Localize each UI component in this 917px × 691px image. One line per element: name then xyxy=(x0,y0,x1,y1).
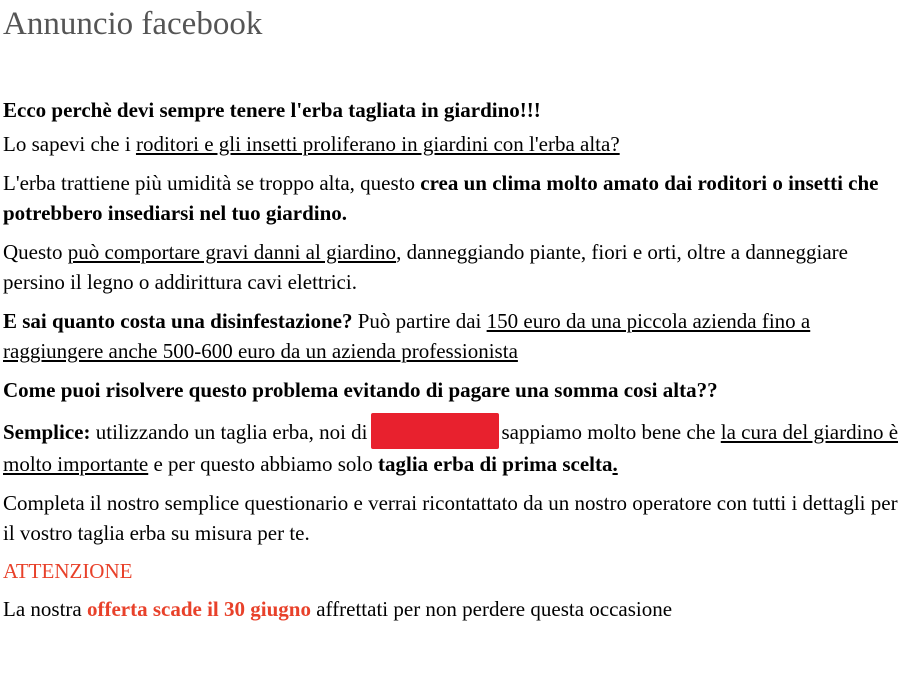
text: La nostra xyxy=(3,597,87,621)
document xyxy=(3,0,913,624)
text: Lo sapevi che i xyxy=(3,132,136,156)
page-title: Annuncio facebook xyxy=(3,6,263,42)
text: e per questo abbiamo solo xyxy=(148,452,379,476)
underlined-text: può comportare gravi danni al giardino xyxy=(67,240,397,264)
redaction-block xyxy=(371,413,499,449)
text: utilizzando un taglia erba, noi di xyxy=(90,420,368,444)
underlined-text: roditori e gli insetti proliferano in giardini con l'erba alta? xyxy=(135,132,620,156)
paragraph-cost xyxy=(3,306,913,366)
bold-text: E sai quanto costa una disinfestazione? xyxy=(3,309,353,333)
offer-deadline: offerta scade il 30 giugno xyxy=(86,597,311,621)
text: affrettati per non perdere questa occasione xyxy=(310,597,673,621)
bold-text: taglia erba di prima scelta xyxy=(378,452,613,476)
underlined-text: 150 euro da una piccola azienda fino a raggiungere anche 500-600 euro da un azienda professionista xyxy=(3,309,811,363)
text: sappiamo molto bene che xyxy=(501,420,721,444)
text: Questo xyxy=(3,240,68,264)
bold-text: crea un clima molto amato dai roditori o insetti che potrebbero insediarsi nel tuo giardino. xyxy=(3,171,879,225)
bold-text: Semplice: xyxy=(3,420,91,444)
bold-period: . xyxy=(612,452,618,476)
attention-label: ATTENZIONE xyxy=(3,559,133,583)
paragraph-humidity xyxy=(3,168,913,228)
headline: Ecco perchè devi sempre tenere l'erba tagliata in giardino!!! xyxy=(3,98,541,122)
paragraph-questionnaire: Completa il nostro semplice questionario e verrai ricontattato da un nostro operatore con tutti i dettagli per il vostro taglia erba su misura per te. xyxy=(3,491,898,545)
paragraph-solution xyxy=(3,413,913,479)
paragraph-rodents xyxy=(3,129,913,159)
underlined-text: la cura del giardino è molto importante xyxy=(3,420,899,476)
paragraph-question: Come puoi risolvere questo problema evitando di pagare una somma cosi alta?? xyxy=(3,378,718,402)
text: Può partire dai xyxy=(352,309,487,333)
paragraph-offer xyxy=(3,594,913,624)
text: , danneggiando piante, fiori e orti, oltre a danneggiare persino il legno o addirittura cavi elettrici. xyxy=(3,240,848,294)
paragraph-damage xyxy=(3,237,913,297)
text: L'erba trattiene più umidità se troppo alta, questo xyxy=(3,171,421,195)
